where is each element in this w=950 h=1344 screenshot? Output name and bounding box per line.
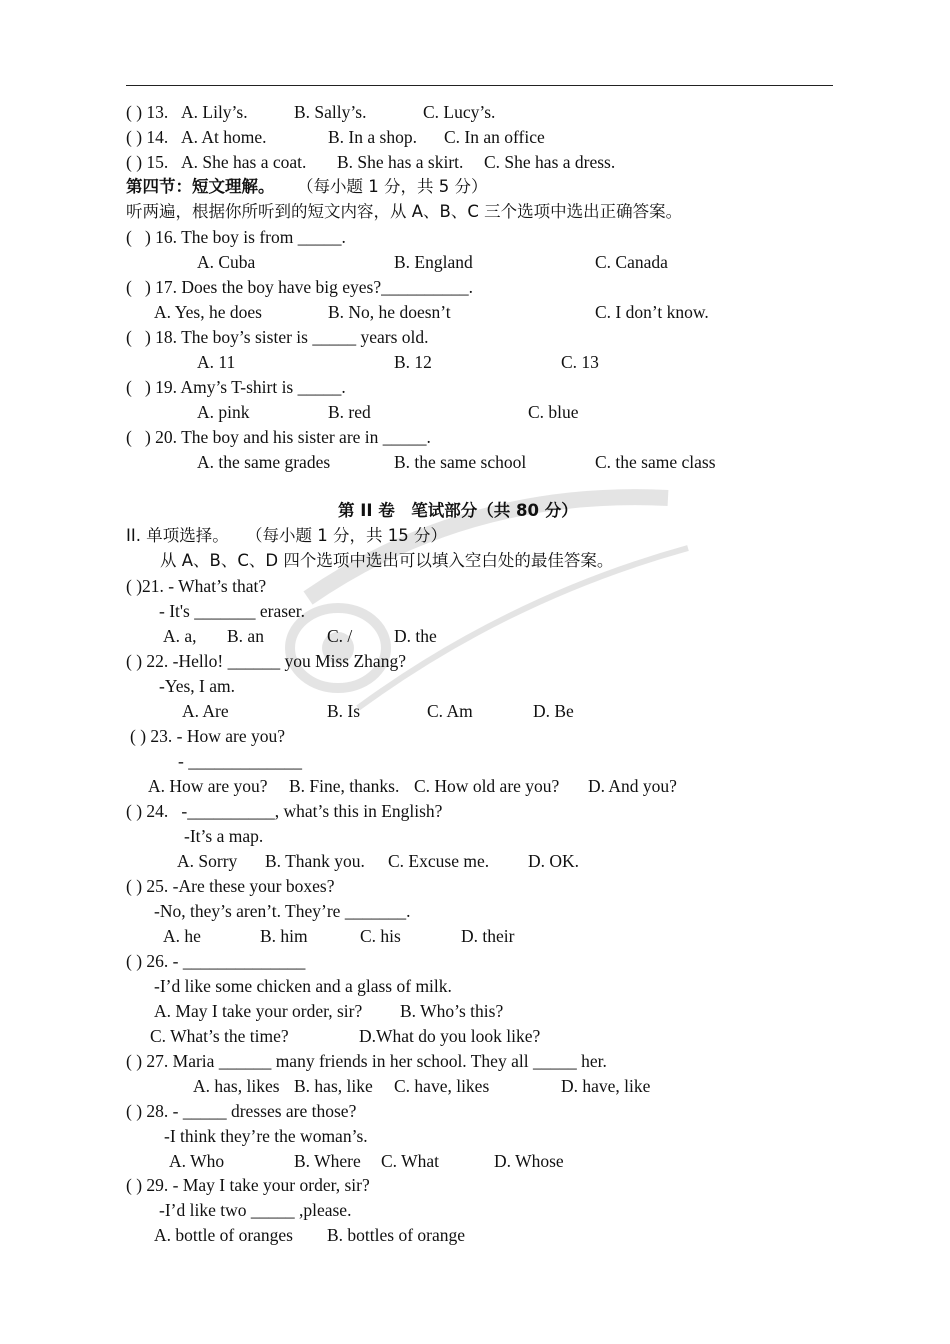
q27-option-d: D. have, like [561, 1076, 651, 1096]
section-ii-instruction: 从 A、B、C、D 四个选项中选出可以填入空白处的最佳答案。 [160, 551, 614, 570]
q21-option-c: C. / [327, 626, 353, 646]
q20-option-c: C. the same class [595, 452, 716, 472]
q23-line2: - _____________ [178, 751, 302, 771]
q23-line1: ( ) 23. - How are you? [130, 726, 286, 746]
q28-option-d: D. Whose [494, 1151, 564, 1171]
section-ii-heading: II. 单项选择。 [126, 526, 229, 545]
q15-option-c: C. She has a dress. [484, 152, 616, 172]
q22-option-b: B. Is [327, 701, 361, 721]
q17-option-c: C. I don’t know. [595, 302, 709, 322]
volume2-title: 第 II 卷 笔试部分（共 80 分） [338, 501, 578, 520]
q18-option-c: C. 13 [561, 352, 599, 372]
q16-option-c: C. Canada [595, 252, 668, 272]
q19-option-a: A. pink [197, 402, 250, 422]
q18-option-a: A. 11 [197, 352, 236, 372]
q13-number: ( ) 13. [126, 102, 169, 122]
q18-stem: ( ) 18. The boy’s sister is _____ years old. [126, 327, 429, 347]
q27-option-a: A. has, likes [193, 1076, 280, 1096]
q16-stem: ( ) 16. The boy is from _____. [126, 227, 346, 247]
q24-option-a: A. Sorry [177, 851, 238, 871]
q21-line2: - It's _______ eraser. [159, 601, 306, 621]
q28-option-b: B. Where [294, 1151, 361, 1171]
q21-option-b: B. an [227, 626, 264, 646]
q14-option-a: A. At home. [181, 127, 267, 147]
q13-option-b: B. Sally’s. [294, 102, 367, 122]
q17-stem: ( ) 17. Does the boy have big eyes?__________. [126, 277, 474, 297]
q25-option-a: A. he [163, 926, 201, 946]
q26-option-a: A. May I take your order, sir? [154, 1001, 363, 1021]
q26-line1: ( ) 26. - ______________ [126, 951, 306, 971]
q25-line1: ( ) 25. -Are these your boxes? [126, 876, 335, 896]
q21-option-d: D. the [394, 626, 437, 646]
q15-option-b: B. She has a skirt. [337, 152, 464, 172]
q15-option-a: A. She has a coat. [181, 152, 307, 172]
q27-option-b: B. has, like [294, 1076, 373, 1096]
q26-option-b: B. Who’s this? [400, 1001, 504, 1021]
q26-option-c: C. What’s the time? [150, 1026, 289, 1046]
q13-option-a: A. Lily’s. [181, 102, 248, 122]
q28-option-a: A. Who [169, 1151, 225, 1171]
q21-option-a: A. a, [163, 626, 197, 646]
q22-option-d: D. Be [533, 701, 574, 721]
q27-line1: ( ) 27. Maria ______ many friends in her school. They all _____ her. [126, 1051, 607, 1071]
q17-option-b: B. No, he doesn’t [328, 302, 451, 322]
q19-option-c: C. blue [528, 402, 579, 422]
q15-number: ( ) 15. [126, 152, 169, 172]
q23-option-c: C. How old are you? [414, 776, 560, 796]
q23-option-d: D. And you? [588, 776, 677, 796]
q22-option-c: C. Am [427, 701, 473, 721]
q19-option-b: B. red [328, 402, 371, 422]
q24-option-d: D. OK. [528, 851, 580, 871]
q28-option-c: C. What [381, 1151, 440, 1171]
section4-instruction: 听两遍，根据你所听到的短文内容，从 A、B、C 三个选项中选出正确答案。 [126, 202, 683, 221]
q16-option-a: A. Cuba [197, 252, 256, 272]
q27-option-c: C. have, likes [394, 1076, 490, 1096]
q25-option-d: D. their [461, 926, 515, 946]
q20-option-b: B. the same school [394, 452, 527, 472]
q24-line2: -It’s a map. [184, 826, 264, 846]
q26-option-d: D.What do you look like? [359, 1026, 541, 1046]
q14-option-c: C. In an office [444, 127, 545, 147]
q22-line2: -Yes, I am. [159, 676, 235, 696]
q26-line2: -I’d like some chicken and a glass of milk. [154, 976, 452, 996]
q22-option-a: A. Are [182, 701, 229, 721]
q25-option-c: C. his [360, 926, 401, 946]
q23-option-b: B. Fine, thanks. [289, 776, 400, 796]
q24-option-b: B. Thank you. [265, 851, 365, 871]
q24-option-c: C. Excuse me. [388, 851, 490, 871]
section4-score-note: （每小题 1 分，共 5 分） [297, 177, 488, 196]
q14-number: ( ) 14. [126, 127, 169, 147]
q21-line1: ( )21. - What’s that? [126, 576, 267, 596]
q17-option-a: A. Yes, he does [154, 302, 262, 322]
q29-line1: ( ) 29. - May I take your order, sir? [126, 1175, 370, 1195]
q29-option-b: B. bottles of orange [327, 1225, 466, 1245]
q29-option-a: A. bottle of oranges [154, 1225, 293, 1245]
q20-option-a: A. the same grades [197, 452, 331, 472]
q18-option-b: B. 12 [394, 352, 432, 372]
q25-option-b: B. him [260, 926, 308, 946]
section-ii-score-note: （每小题 1 分，共 15 分） [246, 526, 447, 545]
q20-stem: ( ) 20. The boy and his sister are in _____. [126, 427, 431, 447]
q29-line2: -I’d like two _____ ,please. [159, 1200, 352, 1220]
q19-stem: ( ) 19. Amy’s T-shirt is _____. [126, 377, 346, 397]
q25-line2: -No, they’s aren’t. They’re _______. [154, 901, 411, 921]
section4-heading: 第四节：短文理解。 [126, 177, 275, 196]
q24-line1: ( ) 24. -__________, what’s this in English? [126, 801, 443, 821]
q13-option-c: C. Lucy’s. [423, 102, 496, 122]
q28-line1: ( ) 28. - _____ dresses are those? [126, 1101, 357, 1121]
header-rule [126, 85, 833, 86]
q14-option-b: B. In a shop. [328, 127, 417, 147]
q23-option-a: A. How are you? [148, 776, 268, 796]
q22-line1: ( ) 22. -Hello! ______ you Miss Zhang? [126, 651, 406, 671]
q16-option-b: B. England [394, 252, 473, 272]
q28-line2: -I think they’re the woman’s. [164, 1126, 368, 1146]
